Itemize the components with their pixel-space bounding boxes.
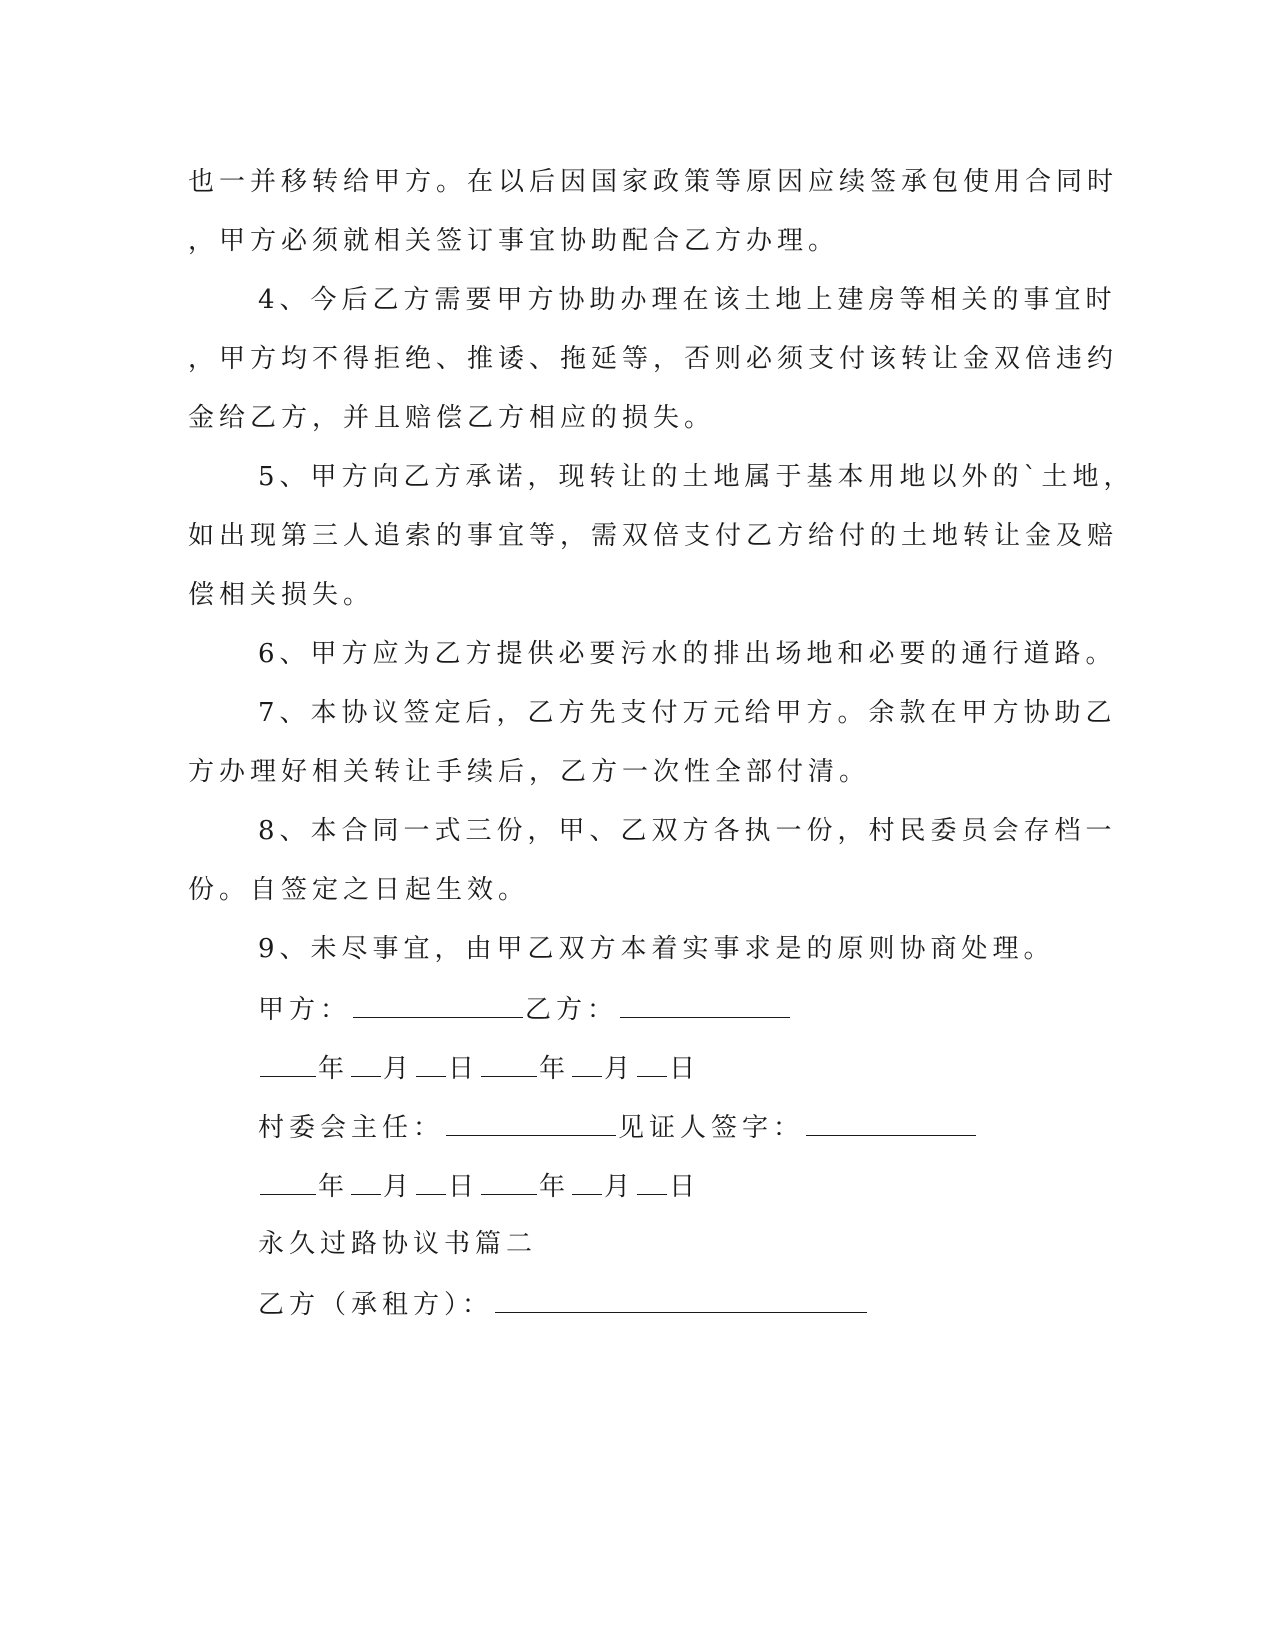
paragraph-line: 偿相关损失。	[188, 580, 375, 610]
lessee-signature-blank[interactable]	[495, 1286, 867, 1313]
day-label: 日	[448, 1172, 480, 1202]
month-label: 月	[383, 1172, 415, 1202]
month-blank[interactable]	[351, 1168, 381, 1195]
lessee-label: 乙方（承租方）：	[258, 1290, 494, 1320]
date-row	[258, 1168, 700, 1204]
party-a-label: 甲方：	[258, 995, 352, 1025]
day-label: 日	[669, 1172, 701, 1202]
party-b-label: 乙方：	[525, 995, 619, 1025]
clause-8-line: 8、本合同一式三份，甲、乙双方各执一份，村民委员会存档一	[258, 816, 1117, 846]
year-label: 年	[318, 1172, 350, 1202]
year-blank[interactable]	[260, 1168, 316, 1195]
paragraph-line: 金给乙方，并且赔偿乙方相应的损失。	[188, 403, 716, 433]
day-blank[interactable]	[416, 1168, 446, 1195]
month-blank[interactable]	[572, 1168, 602, 1195]
clause-5-line: 5、甲方向乙方承诺，现转让的土地属于基本用地以外的`土地，	[258, 462, 1135, 492]
witness-signature-blank[interactable]	[806, 1109, 976, 1136]
date-row	[258, 1050, 700, 1086]
paragraph-line: ，甲方必须就相关签订事宜协助配合乙方办理。	[188, 226, 840, 256]
director-signature-blank[interactable]	[446, 1109, 616, 1136]
clause-4-line: 4、今后乙方需要甲方协助办理在该土地上建房等相关的事宜时	[258, 285, 1117, 315]
signature-row-parties	[258, 991, 792, 1027]
year-blank[interactable]	[260, 1050, 316, 1077]
paragraph-line: 方办理好相关转让手续后，乙方一次性全部付清。	[188, 757, 871, 787]
director-label: 村委会主任：	[258, 1113, 445, 1143]
day-label: 日	[448, 1054, 480, 1084]
paragraph-line: 如出现第三人追索的事宜等，需双倍支付乙方给付的土地转让金及赔	[188, 521, 1119, 551]
month-label: 月	[604, 1054, 636, 1084]
year-blank[interactable]	[481, 1168, 537, 1195]
year-label: 年	[539, 1172, 571, 1202]
year-blank[interactable]	[481, 1050, 537, 1077]
month-label: 月	[604, 1172, 636, 1202]
month-blank[interactable]	[572, 1050, 602, 1077]
day-label: 日	[669, 1054, 701, 1084]
paragraph-line: ，甲方均不得拒绝、推诿、拖延等，否则必须支付该转让金双倍违约	[188, 344, 1119, 374]
lessee-row	[258, 1286, 869, 1322]
clause-9-line: 9、未尽事宜，由甲乙双方本着实事求是的原则协商处理。	[258, 934, 1055, 964]
day-blank[interactable]	[637, 1168, 667, 1195]
clause-6-line: 6、甲方应为乙方提供必要污水的排出场地和必要的通行道路。	[258, 639, 1117, 669]
month-label: 月	[383, 1054, 415, 1084]
party-a-signature-blank[interactable]	[353, 991, 523, 1018]
year-label: 年	[539, 1054, 571, 1084]
year-label: 年	[318, 1054, 350, 1084]
month-blank[interactable]	[351, 1050, 381, 1077]
paragraph-line: 也一并移转给甲方。在以后因国家政策等原因应续签承包使用合同时	[188, 167, 1119, 197]
party-b-signature-blank[interactable]	[620, 991, 790, 1018]
witness-label: 见证人签字：	[618, 1113, 805, 1143]
paragraph-line: 份。自签定之日起生效。	[188, 875, 530, 905]
section-title: 永久过路协议书篇二	[258, 1229, 538, 1259]
day-blank[interactable]	[416, 1050, 446, 1077]
day-blank[interactable]	[637, 1050, 667, 1077]
signature-row-officials	[258, 1109, 978, 1145]
clause-7-line: 7、本协议签定后，乙方先支付万元给甲方。余款在甲方协助乙	[258, 698, 1117, 728]
